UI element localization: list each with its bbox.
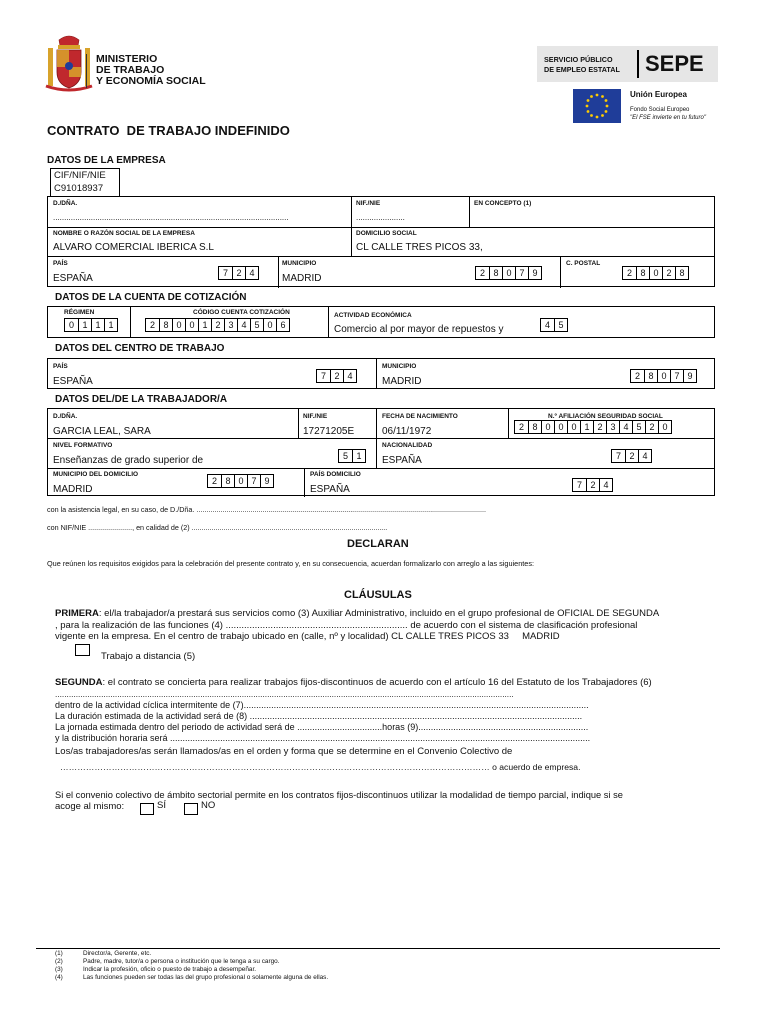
clausulas-heading: CLÁUSULAS (344, 589, 412, 601)
eu-fund: Fondo Social Europeo (630, 107, 690, 113)
digit-cell[interactable]: 7 (515, 267, 528, 279)
segunda-line-5: La jornada estimada dentro del periodo de actividad será de ..................................horas (9).................................................................... (55, 722, 589, 732)
digit-cell[interactable]: 0 (172, 319, 185, 331)
nif-label: NIF./NIE (356, 200, 381, 207)
ministry-line-3: Y ECONOMÍA SOCIAL (96, 75, 206, 87)
pais-label: PAÍS (53, 260, 68, 267)
digit-cell[interactable]: 8 (528, 421, 541, 433)
cotizacion-heading: DATOS DE LA CUENTA DE COTIZACIÓN (55, 292, 247, 303)
distancia-label: Trabajo a distancia (5) (101, 651, 196, 662)
digit-cell[interactable]: 8 (636, 267, 649, 279)
asistencia-line-1: con la asistencia legal, en su caso, de D./Dña. ................................................................................................................................................. (47, 505, 486, 514)
footnote-2: (2) Padre, madre, tutor/a o persona o institución que le tenga a su cargo. (55, 958, 280, 965)
dona-label: D./DÑA. (53, 200, 78, 207)
centro-pais-label: PAÍS (53, 363, 68, 370)
ministry-divider (86, 54, 87, 88)
razon-label: NOMBRE O RAZÓN SOCIAL DE LA EMPRESA (53, 230, 195, 237)
digit-cell[interactable]: 9 (528, 267, 541, 279)
centro-pais-code[interactable] (316, 369, 357, 383)
digit-cell[interactable]: 8 (644, 370, 657, 382)
digit-cell[interactable]: 4 (237, 319, 250, 331)
trabajador-heading: DATOS DEL/DE LA TRABAJADOR/A (55, 394, 228, 405)
digit-cell[interactable]: 2 (586, 479, 599, 491)
digit-cell[interactable]: 7 (615, 451, 621, 461)
digit-cell[interactable]: 7 (222, 268, 228, 278)
pais-dom-code[interactable] (572, 478, 613, 492)
digit-cell[interactable]: 4 (619, 421, 632, 433)
digit-cell[interactable]: 5 (554, 319, 567, 331)
eu-flag-icon (573, 89, 621, 123)
ministry-name (96, 54, 206, 87)
digit-cell[interactable]: 2 (211, 319, 224, 331)
footnote-3: (3) Indicar la profesión, oficio o puesto de trabajo a desempeñar. (55, 966, 257, 973)
digit-cell[interactable]: 2 (518, 422, 524, 432)
cp-label: C. POSTAL (566, 260, 601, 267)
digit-cell[interactable]: 3 (224, 319, 237, 331)
empresa-cp-code[interactable] (622, 266, 689, 280)
digit-cell[interactable]: 4 (544, 320, 550, 330)
segunda-line-3: dentro de la actividad cíclica intermitente de (7).......................................................................................................................................... (55, 700, 589, 710)
primera-line-3: vigente en la empresa. En el centro de trabajo ubicado en (calle, nº y localidad) CL CALLE TRES PICOS 33 MADRID (55, 631, 560, 642)
llamados-line-2: …………………………………………………………………………………………………………………………………… o acuerdo de empresa. (60, 762, 581, 772)
digit-cell[interactable]: 1 (352, 450, 365, 462)
digit-cell[interactable]: 8 (159, 319, 172, 331)
no-label: NO (201, 800, 216, 811)
digit-cell[interactable]: 0 (68, 320, 74, 330)
nacionalidad-label: NACIONALIDAD (382, 442, 433, 449)
actividad-value[interactable]: Comercio al por mayor de repuestos y (334, 324, 504, 335)
digit-cell[interactable]: 0 (657, 370, 670, 382)
digit-cell[interactable]: 1 (78, 319, 91, 331)
nivel-value[interactable]: Enseñanzas de grado superior de (53, 455, 204, 466)
empresa-heading: DATOS DE LA EMPRESA (47, 155, 166, 166)
muni-dom-code[interactable] (207, 474, 274, 488)
trab-dona-label: D./DÑA. (53, 413, 78, 420)
nacionalidad-code[interactable] (611, 449, 652, 463)
empresa-table (47, 196, 715, 287)
municipio-label: MUNICIPIO (282, 260, 317, 267)
trab-nif-label: NIF./NIE (303, 413, 328, 420)
digit-cell[interactable]: 1 (198, 319, 211, 331)
convenio-line-1: Si el convenio colectivo de ámbito sectorial permite en los contratos fijos-discontinuos utilizar la modalidad de tiempo parcial, indique si se (55, 790, 623, 800)
segunda-line-1 (55, 677, 652, 688)
digit-cell[interactable]: 2 (662, 267, 675, 279)
primera-line-1 (55, 608, 659, 619)
segunda-text-1: : el contrato se concierta para realizar trabajos fijos-discontinuos de acuerdo con el artículo 16 del Estatuto de los Trabajadores (6) (102, 677, 652, 688)
digit-cell[interactable]: 0 (234, 475, 247, 487)
sepe-wordmark: SEPE (645, 51, 704, 76)
digit-cell[interactable]: 4 (638, 450, 651, 462)
distancia-checkbox[interactable] (75, 644, 90, 656)
nivel-label: NIVEL FORMATIVO (53, 442, 113, 449)
municipio-value[interactable]: MADRID (282, 273, 322, 284)
digit-cell[interactable]: 5 (342, 451, 348, 461)
fecha-label: FECHA DE NACIMIENTO (382, 413, 458, 420)
digit-cell[interactable]: 2 (479, 268, 485, 278)
no-checkbox[interactable] (184, 803, 198, 815)
fecha-value[interactable]: 06/11/1972 (382, 426, 432, 437)
pais-value[interactable]: ESPAÑA (53, 273, 93, 284)
sepe-logo (537, 46, 718, 82)
empresa-municipio-code[interactable] (475, 266, 542, 280)
ministry-line-1: MINISTERIO (96, 53, 158, 65)
convenio-line-2: acoge al mismo: (55, 801, 125, 812)
si-label: SÍ (157, 800, 166, 811)
nacionalidad-value[interactable]: ESPAÑA (382, 455, 422, 466)
digit-cell[interactable]: 1 (104, 319, 117, 331)
digit-cell[interactable]: 0 (554, 421, 567, 433)
actividad-code[interactable] (540, 318, 568, 332)
ccc-label: CÓDIGO CUENTA COTIZACIÓN (193, 309, 290, 316)
primera-line-2: , para la realización de las funciones (4) ..................................................................... de acuerdo con el sistema de clasificación profesional (55, 620, 638, 631)
digit-cell[interactable]: 0 (649, 267, 662, 279)
llamados-line-1: Los/as trabajadores/as serán llamados/as en el orden y forma que se determine en el Convenio Colectivo de (55, 746, 513, 757)
segunda-label: SEGUNDA (55, 677, 103, 688)
centro-municipio-code[interactable] (630, 369, 697, 383)
digit-cell[interactable]: 2 (625, 450, 638, 462)
footnote-1: (1) Director/a, Gerente, etc. (55, 950, 152, 957)
nif-value[interactable]: ...................... (356, 213, 405, 222)
digit-cell[interactable]: 0 (658, 421, 671, 433)
muni-dom-value[interactable]: MADRID (53, 484, 93, 495)
segunda-line-6: y la distribución horaria será ........................................................................................................................................................................ (55, 733, 591, 743)
digit-cell[interactable]: 9 (683, 370, 696, 382)
primera-label: PRIMERA (55, 608, 99, 619)
digit-cell[interactable]: 2 (232, 267, 245, 279)
digit-cell[interactable]: 0 (263, 319, 276, 331)
footnote-divider (36, 948, 720, 949)
digit-cell[interactable]: 5 (250, 319, 263, 331)
concepto-label: EN CONCEPTO (1) (474, 200, 532, 207)
digit-cell[interactable]: 2 (149, 320, 155, 330)
cif-box (50, 168, 120, 197)
eu-logo (573, 88, 721, 126)
centro-table (47, 358, 715, 389)
digit-cell[interactable]: 2 (330, 370, 343, 382)
digit-cell[interactable]: 0 (541, 421, 554, 433)
ministry-line-2: DE TRABAJO (96, 64, 165, 76)
digit-cell[interactable]: 3 (606, 421, 619, 433)
dona-value[interactable]: .......................................................................................................... (53, 213, 289, 222)
digit-cell[interactable]: 6 (276, 319, 289, 331)
digit-cell[interactable]: 2 (645, 421, 658, 433)
digit-cell[interactable]: 4 (245, 267, 258, 279)
trab-nif-value[interactable]: 17271205E (303, 426, 355, 437)
actividad-label: ACTIVIDAD ECONÓMICA (334, 312, 412, 319)
domicilio-label: DOMICILIO SOCIAL (356, 230, 417, 237)
empresa-pais-code[interactable] (218, 266, 259, 280)
cif-value[interactable]: C91018937 (54, 183, 104, 194)
digit-cell[interactable]: 7 (576, 480, 582, 490)
regimen-label: RÉGIMEN (64, 309, 95, 316)
centro-municipio-value[interactable]: MADRID (382, 376, 422, 387)
digit-cell[interactable]: 2 (634, 371, 640, 381)
digit-cell[interactable]: 1 (91, 319, 104, 331)
eu-motto: "El FSE invierte en tu futuro" (630, 115, 706, 121)
digit-cell[interactable]: 8 (221, 475, 234, 487)
digit-cell[interactable]: 7 (670, 370, 683, 382)
digit-cell[interactable]: 9 (260, 475, 273, 487)
nivel-code[interactable] (338, 449, 366, 463)
asistencia-line-2: con NIF/NIE ......................, en calidad de (2) .................................................................................................. (47, 523, 388, 532)
digit-cell[interactable]: 2 (211, 476, 217, 486)
digit-cell[interactable]: 5 (632, 421, 645, 433)
pais-dom-value[interactable]: ESPAÑA (310, 484, 350, 495)
digit-cell[interactable]: 7 (320, 371, 326, 381)
ccc-code[interactable] (145, 318, 290, 332)
sepe-sub-line-1: SERVICIO PÚBLICO (544, 55, 613, 64)
digit-cell[interactable]: 2 (593, 421, 606, 433)
razon-value[interactable]: ALVARO COMERCIAL IBERICA S.L (53, 242, 214, 253)
digit-cell[interactable]: 7 (247, 475, 260, 487)
digit-cell[interactable]: 4 (343, 370, 356, 382)
digit-cell[interactable]: 2 (626, 268, 632, 278)
pais-dom-label: PAÍS DOMICILIO (310, 471, 361, 478)
digit-cell[interactable]: 0 (567, 421, 580, 433)
centro-heading: DATOS DEL CENTRO DE TRABAJO (55, 343, 225, 354)
digit-cell[interactable]: 8 (675, 267, 688, 279)
regimen-code[interactable] (64, 318, 118, 332)
muni-dom-label: MUNICIPIO DEL DOMICILIO (53, 471, 139, 478)
segunda-line-2: ....................................................................................................................................................................................................... (55, 689, 514, 699)
afiliacion-label: N.º AFILIACIÓN SEGURIDAD SOCIAL (548, 413, 663, 420)
footnote-4: (4) Las funciones pueden ser todas las del grupo profesional o solamente alguna de ellas. (55, 974, 329, 981)
si-checkbox[interactable] (140, 803, 154, 815)
afiliacion-code[interactable] (514, 420, 672, 434)
sepe-sub-line-2: DE EMPLEO ESTATAL (544, 65, 620, 74)
centro-municipio-label: MUNICIPIO (382, 363, 417, 370)
declaran-heading: DECLARAN (347, 538, 409, 550)
centro-pais-value[interactable]: ESPAÑA (53, 376, 93, 387)
primera-text-1: : el/la trabajador/a prestará sus servicios como (3) Auxiliar Administrativo, incluido en el grupo profesional de OFICIAL DE SEGUNDA (98, 608, 660, 619)
digit-cell[interactable]: 4 (599, 479, 612, 491)
digit-cell[interactable]: 1 (580, 421, 593, 433)
trab-dona-value[interactable]: GARCIA LEAL, SARA (53, 426, 151, 437)
segunda-line-4: La duración estimada de la actividad será de (8) ..................................................................................................................................... (55, 711, 583, 721)
digit-cell[interactable]: 0 (502, 267, 515, 279)
digit-cell[interactable]: 8 (489, 267, 502, 279)
cif-label: CIF/NIF/NIE (54, 170, 106, 181)
domicilio-value[interactable]: CL CALLE TRES PICOS 33, (356, 242, 483, 253)
eu-title: Unión Europea (630, 90, 687, 99)
declaran-text: Que reúnen los requisitos exigidos para la celebración del presente contrato y, en su consecuencia, acuerdan formalizarlo con arreglo a las siguientes: (47, 559, 535, 568)
page-title: CONTRATO DE TRABAJO INDEFINIDO (47, 123, 290, 138)
digit-cell[interactable]: 0 (185, 319, 198, 331)
